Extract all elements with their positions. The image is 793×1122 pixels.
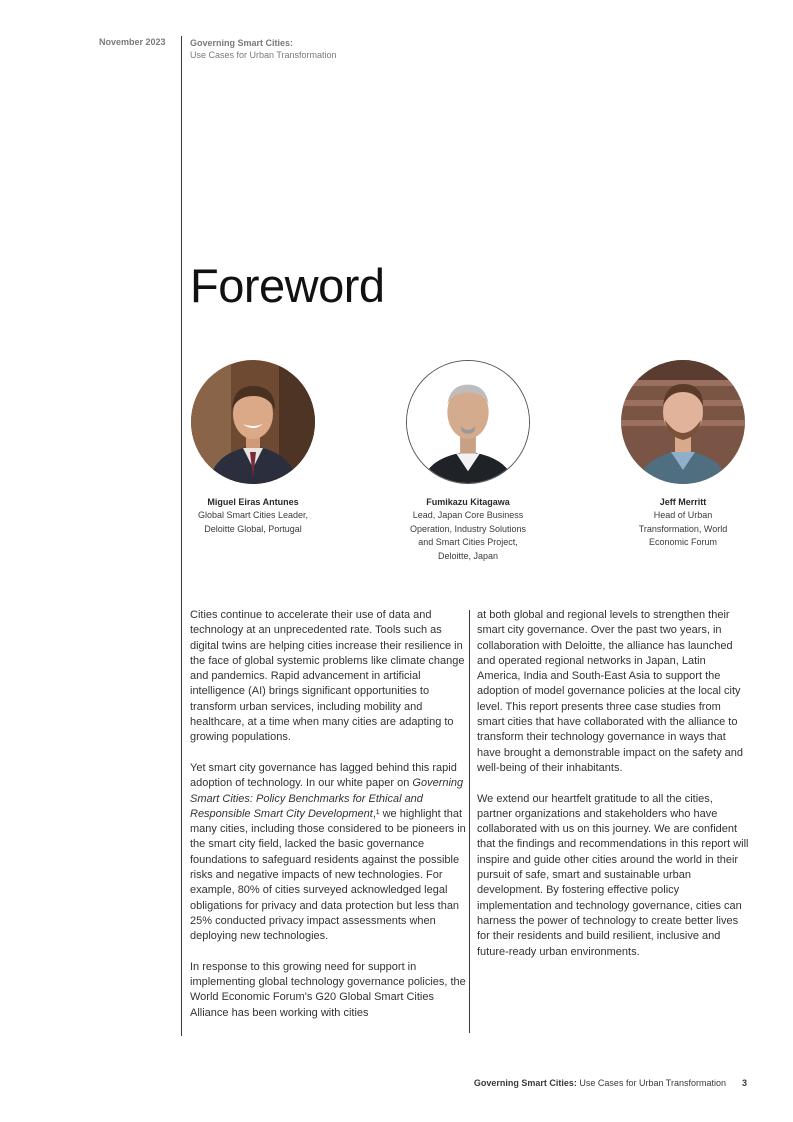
author-card-1 [168, 360, 338, 536]
paragraph-1: Cities continue to accelerate their use of data and technology at an unprecedented rate. Tools such as digital twins are helping cities increase their resilience in the face of global systemic problems like climate change and pandemics. Rapid advancement in artificial intelligence (AI) brings significant opportunities to transform urban services, including mobility and healthcare, at a time when many cities are adapting to growing populations. [190, 609, 465, 744]
white-paper-title: Governing Smart Cities: Policy Benchmarks for Ethical and Responsible Smart City Development [190, 777, 464, 820]
header-date: November 2023 [99, 37, 166, 47]
page-title: Foreword [190, 259, 385, 312]
author-card-3 [598, 360, 768, 550]
role-line: and Smart Cities Project, [418, 537, 518, 547]
author-card-2 [383, 360, 553, 563]
role-line: Global Smart Cities Leader, [197, 510, 309, 520]
author-photo-3 [621, 360, 745, 484]
paragraph-2 [190, 761, 466, 945]
role-line: Transformation, World [638, 523, 728, 534]
author-name-1: Miguel Eiras Antunes [207, 497, 299, 507]
paragraph-2-text-a: Yet smart city governance has lagged behind this rapid adoption of technology. In our white paper on [190, 761, 457, 790]
footnote-ref: ,¹ [372, 807, 380, 820]
author-role-1 [168, 509, 338, 536]
author-name-3: Jeff Merritt [659, 497, 707, 507]
author-photo-1 [191, 360, 315, 484]
author-role-2 [383, 509, 553, 563]
page-footer [474, 1078, 747, 1088]
column-divider [469, 610, 470, 1033]
role-line: Operation, Industry Solutions [409, 523, 527, 534]
margin-rule [181, 36, 182, 1036]
paragraph-4: at both global and regional levels to strengthen their smart city governance. Over the past two years, in collaboration with Deloitte, the alliance has launched and operated regional networks in Japan, Latin America, India and South-East Asia to support the adoption of model governance policies at the local city level. This report presents three case studies from smart cities that have collaborated with the alliance to transform their technology governance in ways that have brought a demonstrable impact on the safety and well-being of their inhabitants. [477, 609, 744, 774]
paragraph-3: In response to this growing need for support in implementing global technology governance policies, the World Economic Forum's G20 Global Smart Cities Alliance has been working with cities [190, 960, 466, 1019]
role-line: Economic Forum [648, 537, 718, 547]
footer-title-bold: Governing Smart Cities: [473, 1078, 577, 1088]
role-line: Deloitte, Japan [437, 550, 499, 561]
body-column-right [477, 608, 749, 975]
author-name-2: Fumikazu Kitagawa [426, 497, 510, 507]
portrait-icon [191, 360, 315, 484]
header-title-sub: Use Cases for Urban Transformation [190, 50, 337, 60]
paragraph-5: We extend our heartfelt gratitude to all the cities, partner organizations and stakeholders who have collaborated with us on this journey. We are confident that the findings and recommendations in this report will inspire and guide other cities around the world in their pursuit of safe, smart and sustainable urban development. By fostering effective policy implementation and technology governance, cities can harness the power of technology to create better lives for their residents and build resilient, inclusive and future-ready urban environments. [477, 792, 749, 958]
portrait-icon [621, 360, 745, 484]
role-line: Head of Urban [653, 510, 713, 520]
header-report-title [190, 37, 337, 61]
paragraph-2-text-b: we highlight that many cities, including those considered to be pioneers in the smart city field, lacked the basic governance foundations to safeguard residents against the possible risks and negative impacts of new technologies. For example, 80% of cities surveyed acknowledged legal obligations for privacy and data protection but less than 25% conducted privacy impact assessments when deploying new technologies. [190, 807, 466, 943]
body-column-left [190, 608, 466, 1036]
footer-title-rest: Use Cases for Urban Transformation [576, 1078, 726, 1088]
role-line: Lead, Japan Core Business [412, 510, 524, 520]
portrait-icon [407, 361, 529, 483]
author-role-3 [598, 509, 768, 550]
page-number: 3 [741, 1078, 747, 1088]
role-line: Deloitte Global, Portugal [204, 523, 302, 534]
author-photo-2 [406, 360, 530, 484]
header-title-main: Governing Smart Cities: [190, 38, 294, 48]
